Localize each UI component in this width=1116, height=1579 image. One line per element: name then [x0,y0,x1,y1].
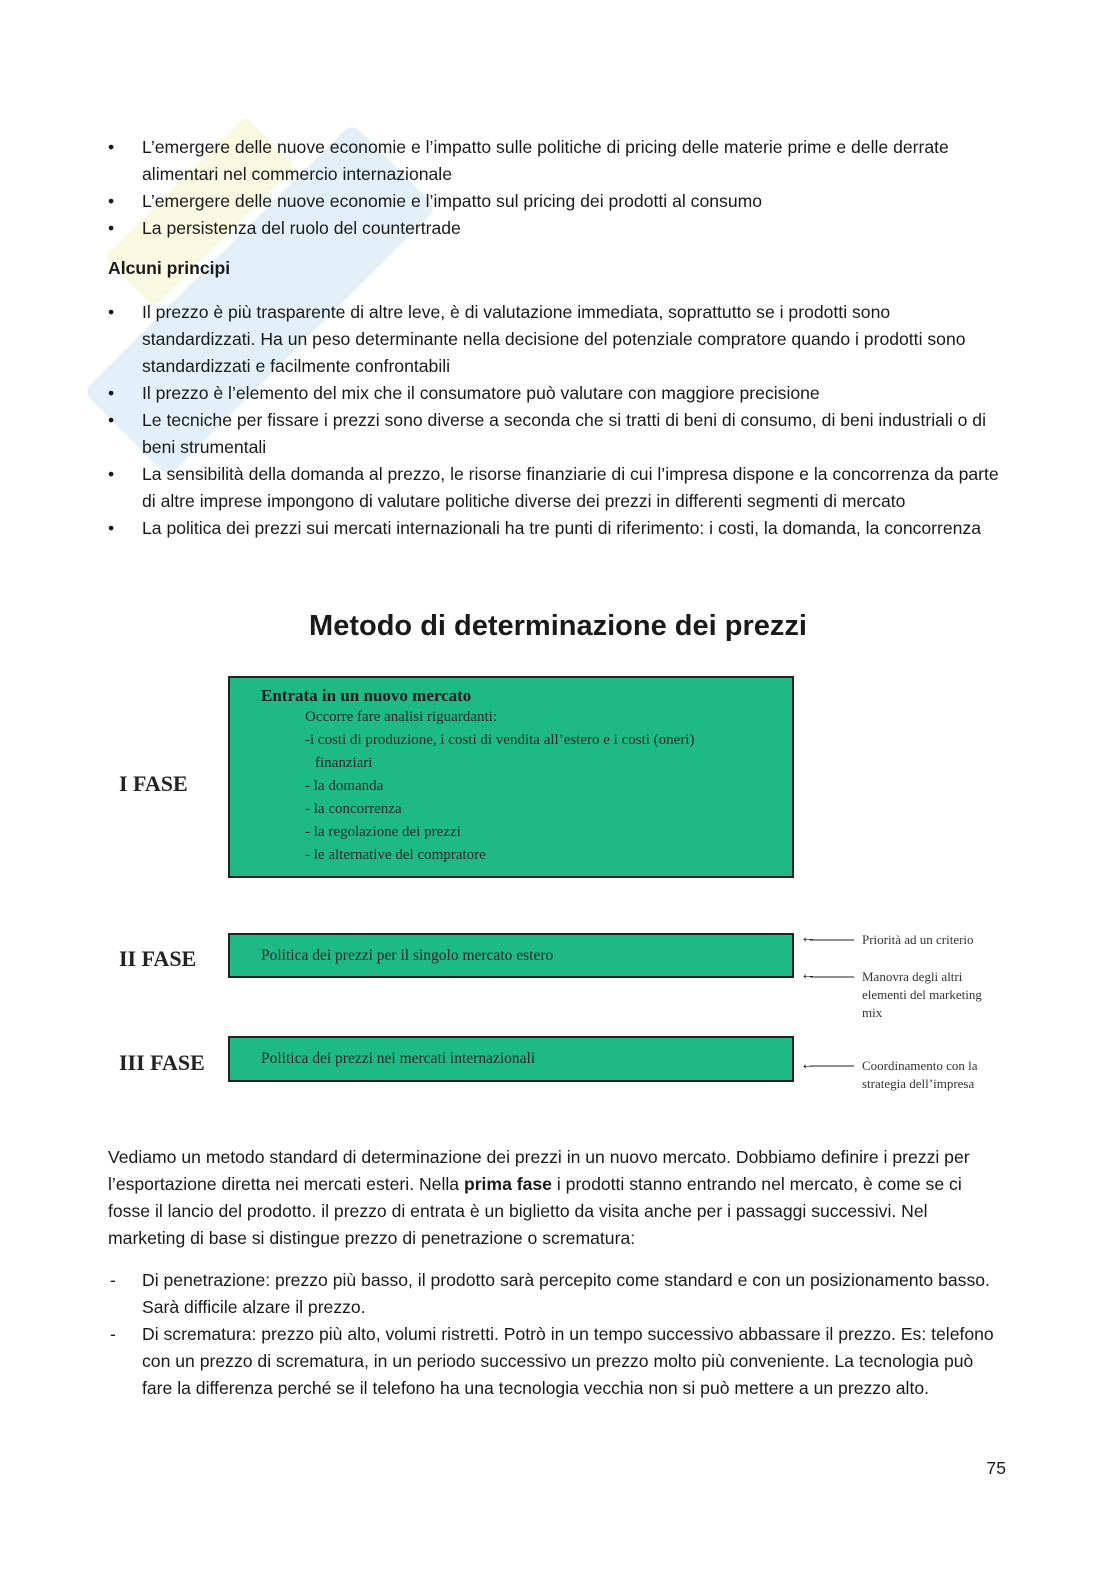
top-bullet-list [108,134,1008,242]
phase3-text: Politica dei prezzi nei mercati internazionali [261,1050,536,1067]
section-title: Metodo di determinazione dei prezzi [309,610,807,642]
list-item: - Di penetrazione: prezzo più basso, il prodotto sarà percepito come standard e con un posizionamento basso. Sarà difficile alzare il prezzo. [110,1270,990,1317]
phase2-text: Politica dei prezzi per il singolo mercato estero [261,947,554,964]
phase1-label: I FASE [119,771,188,796]
phase2-note-priority: Priorità ad un criterio [862,932,974,947]
body-paragraph: Vediamo un metodo standard di determinazione dei prezzi in un nuovo mercato. Dobbiamo definire i prezzi per l’esportazione diretta nei mercati esteri. Nella prima fase i prodotti stanno entrando nel mercato, è come se ci fosse il lancio del prodotto. il prezzo di entrata è un biglietto da visita anche per i passaggi successivi. Nel marketing di base si distingue prezzo di penetrazione o scrematura: [108,1147,970,1248]
phase1-intro: Occorre fare analisi riguardanti: [305,709,497,725]
phase1-line: - le alternative del compratore [305,847,486,863]
page-number: 75 [986,1458,1006,1478]
list-item: • La politica dei prezzi sui mercati internazionali ha tre punti di riferimento: i costi, la domanda, la concorrenza [108,518,982,538]
arrow-left-icon: ← [800,929,816,946]
list-item: • Le tecniche per fissare i prezzi sono diverse a seconda che si tratti di beni di consumo, di beni industriali o di beni strumentali [108,410,986,457]
list-item: • Il prezzo è l’elemento del mix che il consumatore può valutare con maggiore precisione [108,383,820,403]
phase2-label: II FASE [119,946,197,971]
phase1-box [228,676,794,878]
arrow-lines [806,930,856,1070]
principles-list [108,299,1008,542]
list-item: • La sensibilità della domanda al prezzo, le risorse finanziarie di cui l’impresa dispone e la concorrenza da parte di altre imprese impongono di valutare politiche diverse dei prezzi in differenti segmenti di mercato [108,464,999,511]
emphasis: prima fase [463,1174,552,1194]
phase1-line: finanziari [315,755,373,771]
list-item: • L’emergere delle nuove economie e l’impatto sulle politiche di pricing delle materie prime e delle derrate alimentari nel commercio internazionale [108,137,949,184]
arrow-left-icon: ← [800,1056,816,1073]
phase2-note-mix: Manovra degli altri elementi del marketing mix [862,969,982,1020]
phase1-line: - la domanda [305,778,384,794]
arrow-left-icon: ← [800,966,816,983]
list-item: - Di scrematura: prezzo più alto, volumi ristretti. Potrò in un tempo successivo abbassare il prezzo. Es: telefono con un prezzo di scrematura, in un periodo successivo un prezzo molto più conveniente. La tecnologia può fare la differenza perché se il telefono ha una tecnologia vecchia non si può mettere a un prezzo alto. [110,1324,994,1398]
phase1-line: -i costi di produzione, i costi di vendita all’estero e i costi (oneri) [305,732,695,748]
phase3-label: III FASE [119,1050,205,1075]
principles-heading: Alcuni principi [108,258,231,278]
phase3-note: Coordinamento con la strategia dell’impresa [862,1058,978,1091]
list-item: • Il prezzo è più trasparente di altre leve, è di valutazione immediata, soprattutto se i prodotti sono standardizzati. Ha un peso determinante nella decisione del potenziale compratore quando i prodotti sono standardizzati e facilmente confrontabili [108,302,966,376]
list-item: • L’emergere delle nuove economie e l’impatto sul pricing dei prodotti al consumo [108,191,763,211]
phase2-box [228,933,794,978]
list-item: • La persistenza del ruolo del countertrade [108,218,461,238]
phase1-title: Entrata in un nuovo mercato [261,686,472,705]
phase1-line: - la concorrenza [305,801,402,817]
pricing-types-list [108,1267,1008,1402]
phase1-line: - la regolazione dei prezzi [305,824,461,840]
phase3-box [228,1036,794,1082]
